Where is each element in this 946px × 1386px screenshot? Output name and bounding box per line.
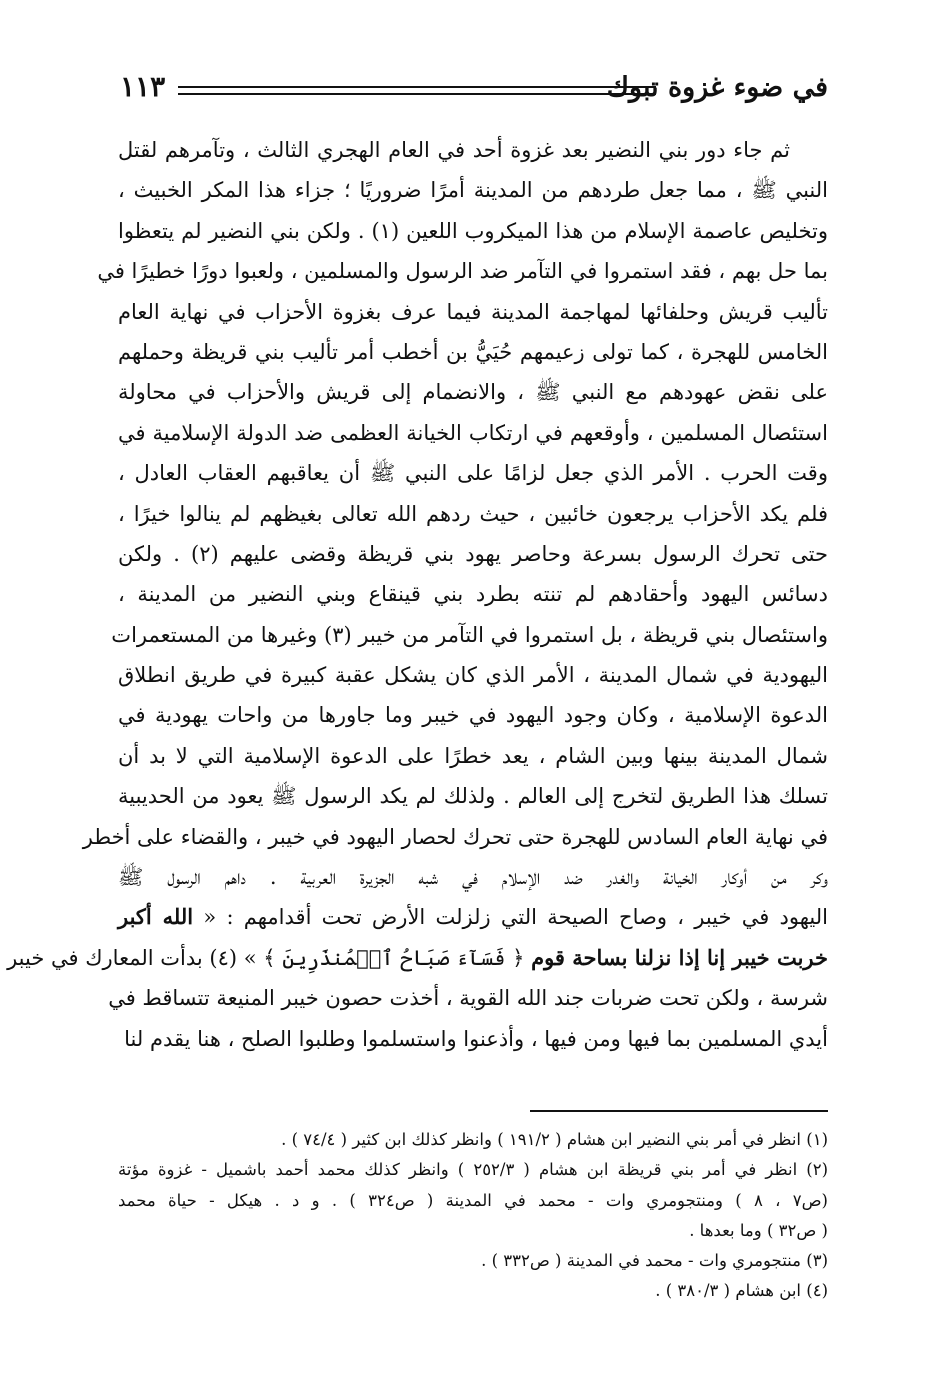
quran-verse: ﴿ فَسَآءَ صَبَاحُ ٱلۡمُنذَرِينَ ﴾ [263, 945, 525, 970]
text-line: شمال المدينة بينها وبين الشام ، يعد خطرًا على الدعوة الإسلامية التي لا بد أن [118, 743, 828, 768]
text-line: فلم يكد الأحزاب يرجعون خائبين ، حيث ردهم الله تعالى بغيظهم لم ينالوا خيرًا ، [118, 501, 828, 526]
text-line: أيدي المسلمين بما فيها ومن فيها ، وأذعنوا واستسلموا وطلبوا الصلح ، هنا يقدم لنا [124, 1026, 828, 1051]
text-line: تسلك هذا الطريق لتخرج إلى العالم . ولذلك لم يكد الرسول ﷺ يعود من الحديبية [118, 784, 828, 809]
footnote: (٣) منتجومري وات - محمد في المدينة ( ص٣٣٢ ) . [481, 1251, 828, 1271]
footnotes [118, 1125, 828, 1307]
footnote-continuation: ( ص٣٢ ) وما بعدها . [689, 1220, 828, 1240]
text-line: وقت الحرب . الأمر الذي جعل لزامًا على النبي ﷺ أن يعاقبهم العقاب العادل ، [118, 461, 828, 486]
hadith-bold: خربت خيبر إنا إذا نزلنا بساحة قوم [531, 944, 828, 970]
footnote: (٤) ابن هشام ( ٣٨٠/٣ ) . [655, 1281, 828, 1301]
text-line: حتى تحرك الرسول بسرعة وحاصر يهود بني قريظة وقضى عليهم (٢) . ولكن [118, 541, 828, 566]
footnote: (٢) انظر في أمر بني قريظة ابن هشام ( ٢٥٢/٣ ) وانظر كذلك محمد أحمد باشميل - غزوة مؤتة [118, 1160, 828, 1180]
text-line: الخامس للهجرة ، كما تولى زعيمهم حُيَيُّ بن أخطب أمر تأليب بني قريظة وحملهم [118, 339, 828, 364]
page-header [120, 68, 828, 116]
running-title: في ضوء غزوة تبوك [606, 72, 828, 103]
header-double-rule [178, 86, 656, 95]
takbir-bold: الله أكبر [118, 904, 194, 930]
text-line: شرسة ، ولكن تحت ضربات جند الله القوية ، أخذت حصون خيبر المنيعة تتساقط في [108, 986, 828, 1011]
text-line: استئصال المسلمين ، وأوقعهم في ارتكاب الخيانة العظمى ضد الدولة الإسلامية في [118, 420, 828, 445]
text-line: اليهودية في شمال المدينة ، الأمر الذي كان يشكل عقبة كبيرة في طريق انطلاق [118, 663, 828, 688]
text-line: الدعوة الإسلامية ، وكان وجود اليهود في خيبر وما جاورها من واحات يهودية في [118, 703, 828, 728]
footnote-separator [530, 1110, 828, 1112]
text-line: دسائس اليهود وأحقادهم لم تنته بطرد بني قينقاع وبني النضير من المدينة ، [118, 582, 828, 607]
text-line: بما حل بهم ، فقد استمروا في التآمر ضد الرسول والمسلمين ، ولعبوا دورًا خطيرًا في [97, 259, 828, 284]
text-line: النبي ﷺ ، مما جعل طردهم من المدينة أمرًا ضروريًا ؛ جزاء هذا المكر الخبيث ، [118, 178, 828, 203]
text-line [7, 938, 828, 978]
text-line: ثم جاء دور بني النضير بعد غزوة أحد في العام الهجري الثالث ، وتآمرهم لقتل [118, 138, 790, 162]
text-line: تأليب قريش وحلفائها لمهاجمة المدينة فيما عرف بغزوة الأحزاب في نهاية العام [118, 299, 828, 324]
page-number: ١١٣ [120, 70, 166, 103]
text-line: في نهاية العام السادس للهجرة حتى تحرك لحصار اليهود في خيبر ، والقضاء على أخطر [82, 824, 828, 849]
line-text: اليهود في خيبر ، وصاح الصيحة التي زلزلت الأرض تحت أقدامهم : « [203, 905, 828, 930]
footnote: (١) انظر في أمر بني النضير ابن هشام ( ١٩١/٢ ) وانظر كذلك ابن كثير ( ٧٤/٤ ) . [281, 1130, 828, 1149]
footnote-continuation: (ص٧ ، ٨ ) ومنتجومري وات - محمد في المدينة ( ص٣٢٤ ) . و د . هيكل - حياة محمد [118, 1190, 828, 1210]
text-line: على نقض عهودهم مع النبي ﷺ ، والانضمام إلى قريش والأحزاب في محاولة [118, 380, 828, 405]
line-text: » (٤) بدأت المعارك في خيبر [7, 945, 257, 970]
text-line: وكر من أوكار الخيانة والغدر ضد الإسلام في شبه الجزيرة العربية . داهم الرسول ﷺ [118, 865, 828, 890]
text-line: واستئصال بني قريظة ، بل استمروا في التآمر من خيبر (٣) وغيرها من المستعمرات [111, 622, 828, 647]
text-line [118, 897, 828, 937]
body-text [7, 130, 829, 1059]
text-line: وتخليص عاصمة الإسلام من هذا الميكروب اللعين (١) . ولكن بني النضير لم يتعظوا [118, 218, 829, 243]
